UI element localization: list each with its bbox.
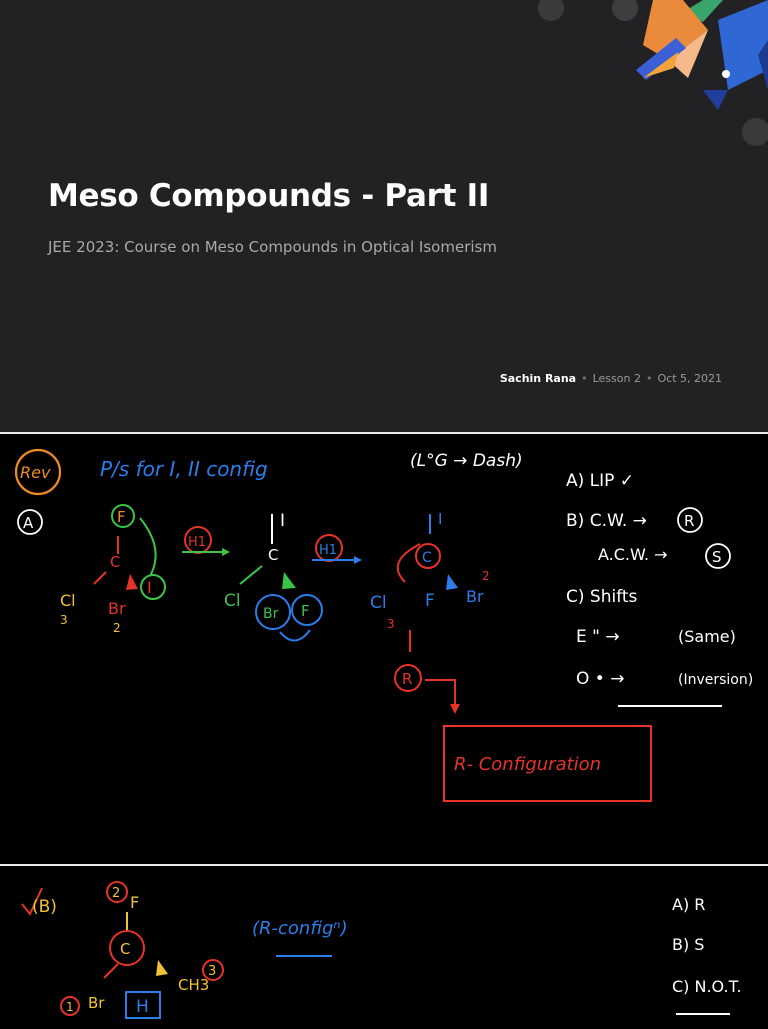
rev-label: Rev (20, 463, 51, 482)
atom-cl-2: Cl (224, 591, 241, 611)
atom-i-3: I (438, 510, 443, 528)
svg-text:S: S (712, 548, 722, 566)
meta-separator: • (581, 372, 588, 385)
option-e: E " → (576, 627, 620, 647)
board1-heading: P/s for I, II config (100, 457, 268, 481)
lesson-subtitle: JEE 2023: Course on Meso Compounds in Optical Isomerism (48, 238, 497, 256)
atom-c-b: C (120, 940, 131, 958)
option-b-a: A) R (672, 895, 706, 914)
atom-i-1: I (147, 578, 152, 597)
option-b-b: B) S (672, 935, 705, 954)
atom-f-3: F (425, 591, 435, 611)
atom-br-2: Br (263, 606, 279, 622)
board2-note: (R-configⁿ) (252, 918, 348, 939)
atom-br-b: Br (88, 994, 105, 1012)
svg-text:R: R (684, 512, 695, 530)
meta-separator: • (645, 372, 653, 385)
atom-br-1: Br (108, 599, 126, 618)
lesson-meta (500, 372, 722, 385)
option-b: B) C.W. → (566, 511, 647, 531)
atom-c-2: C (268, 546, 279, 564)
atom-br-3: Br (466, 587, 484, 606)
atom-cl-1: Cl (60, 591, 76, 610)
option-b2: A.C.W. → (598, 545, 668, 564)
svg-text:1: 1 (66, 1000, 74, 1014)
atom-f-b: F (130, 893, 140, 912)
option-c: C) Shifts (566, 587, 638, 607)
svg-text:3: 3 (387, 617, 395, 631)
atom-c-3: C (422, 550, 432, 566)
handwritten-notes-1 (0, 434, 768, 864)
result-label: R- Configuration (454, 754, 602, 775)
lesson-title: Meso Compounds - Part II (48, 178, 490, 214)
atom-cl-3: Cl (370, 593, 387, 613)
svg-text:(Inversion): (Inversion) (678, 672, 754, 688)
svg-text:H1: H1 (319, 543, 338, 558)
label-a: A (23, 514, 34, 532)
whiteboard-slide-2 (0, 866, 768, 1024)
decorative-pencils-graphic (528, 0, 768, 160)
svg-text:H1: H1 (188, 535, 207, 550)
atom-i-2: I (280, 511, 286, 531)
svg-text:3: 3 (208, 964, 217, 979)
config-r: R (402, 670, 413, 688)
svg-text:2: 2 (112, 886, 121, 901)
label-b: (B) (32, 897, 57, 917)
svg-text:3: 3 (60, 613, 68, 627)
option-b-c: C) N.O.T. (672, 977, 742, 996)
author-name: Sachin Rana (499, 372, 577, 385)
board1-note: (L°G → Dash) (410, 451, 523, 471)
lesson-cover (0, 0, 768, 432)
atom-h-b: H (136, 997, 149, 1017)
svg-text:2: 2 (113, 621, 121, 635)
svg-text:2: 2 (482, 569, 490, 583)
atom-ch3-b: CH3 (178, 976, 210, 994)
option-o: O • → (576, 669, 625, 689)
option-a: A) LIP ✓ (566, 471, 635, 491)
whiteboard-slide-1 (0, 434, 768, 864)
atom-f-1: F (117, 508, 126, 526)
atom-c-1: C (110, 553, 121, 571)
svg-text:(Same): (Same) (678, 627, 736, 646)
lesson-number: Lesson 2 (592, 372, 641, 385)
lesson-date: Oct 5, 2021 (657, 372, 722, 385)
atom-f-2: F (301, 602, 310, 620)
handwritten-notes-2 (0, 866, 768, 1024)
